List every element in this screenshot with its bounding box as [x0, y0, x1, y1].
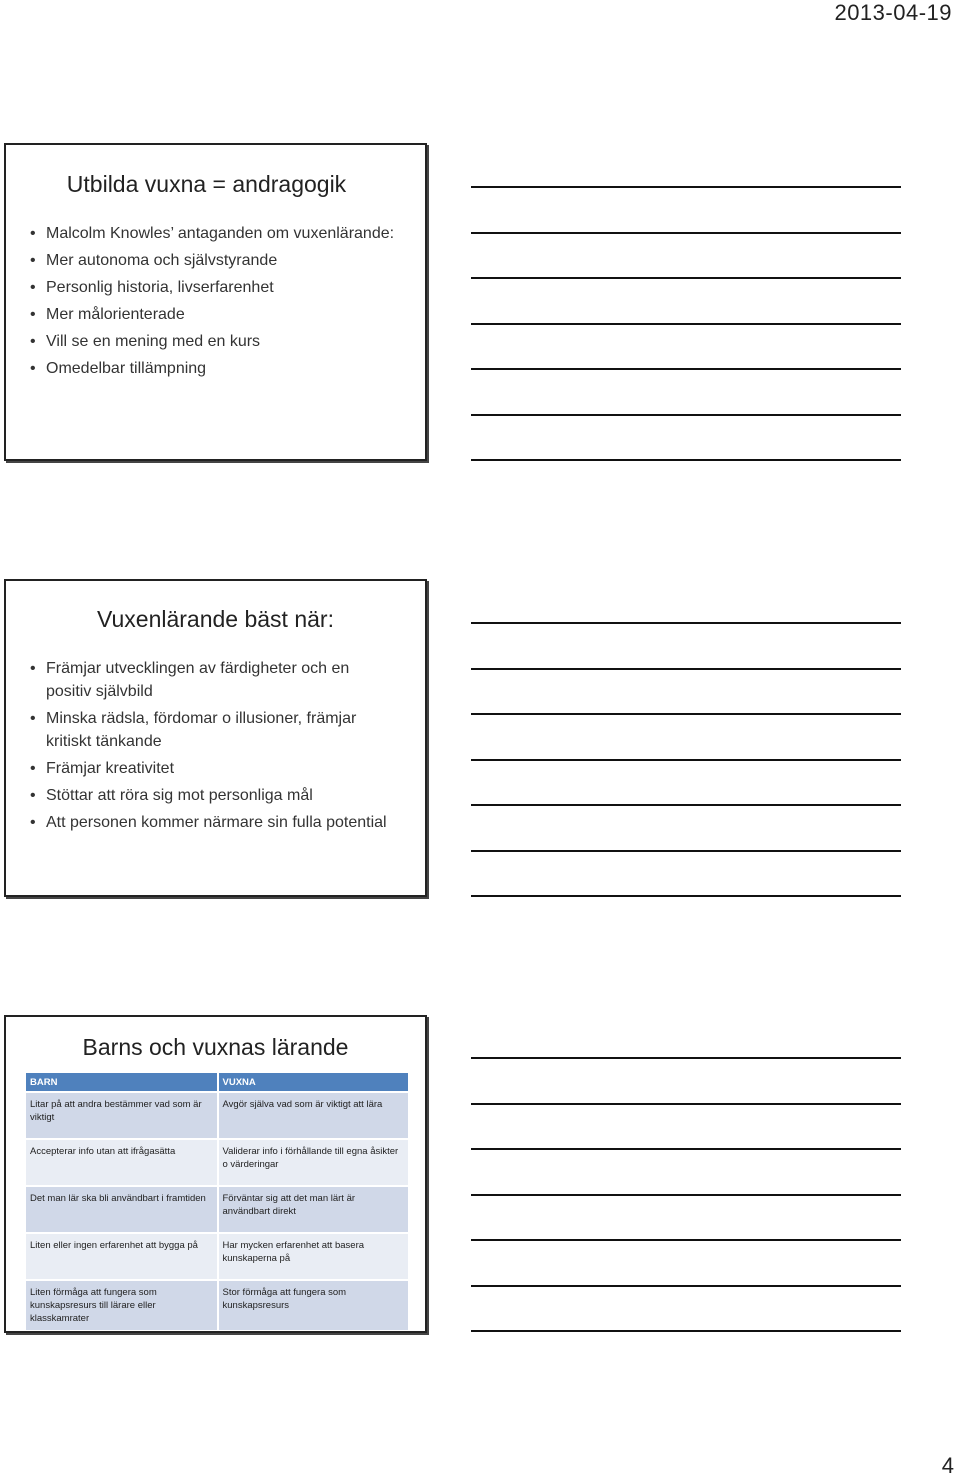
table-cell: Litar på att andra bestämmer vad som är viktigt	[26, 1092, 218, 1139]
slide-3	[4, 1015, 427, 1333]
bullet-item: • Personlig historia, livserfarenhet	[46, 276, 425, 299]
bullet-list	[6, 222, 425, 380]
bullet-item: • Stöttar att röra sig mot personliga mål	[46, 784, 425, 807]
bullet-item: • Vill se en mening med en kurs	[46, 330, 425, 353]
note-line	[471, 895, 901, 897]
comparison-table	[26, 1073, 410, 1330]
slide-title: Vuxenlärande bäst när:	[97, 606, 334, 632]
bullet-list	[6, 657, 425, 834]
notes-lines-3	[471, 1057, 901, 1376]
note-line	[471, 713, 901, 715]
table-cell: Förväntar sig att det man lärt är användbart direkt	[218, 1186, 410, 1233]
page-date: 2013-04-19	[834, 0, 952, 25]
note-line	[471, 414, 901, 416]
note-line	[471, 1103, 901, 1105]
table-cell: Avgör själva vad som är viktigt att lära	[218, 1092, 410, 1139]
table-cell: Accepterar info utan att ifrågasätta	[26, 1139, 218, 1186]
note-line	[471, 850, 901, 852]
table-row	[26, 1186, 409, 1233]
column-header-barn: BARN	[26, 1073, 218, 1092]
note-line	[471, 323, 901, 325]
bullet-item: • Minska rädsla, fördomar o illusioner, främjar kritiskt tänkande	[46, 707, 425, 753]
table-cell: Liten eller ingen erfarenhet att bygga på	[26, 1233, 218, 1280]
note-line	[471, 459, 901, 461]
bullet-item: • Att personen kommer närmare sin fulla potential	[46, 811, 425, 834]
table-header-row	[26, 1073, 409, 1092]
slide-title: Utbilda vuxna = andragogik	[66, 171, 347, 197]
note-line	[471, 759, 901, 761]
note-line	[471, 186, 901, 188]
note-line	[471, 1148, 901, 1150]
notes-lines-1	[471, 186, 901, 505]
note-line	[471, 622, 901, 624]
note-line	[471, 1330, 901, 1332]
slide-2	[4, 579, 427, 897]
slide-1	[4, 143, 427, 461]
bullet-item: • Främjar kreativitet	[46, 757, 425, 780]
note-line	[471, 1285, 901, 1287]
table-row	[26, 1139, 409, 1186]
page-number: 4	[941, 1453, 954, 1478]
note-line	[471, 668, 901, 670]
note-line	[471, 368, 901, 370]
table-cell: Stor förmåga att fungera som kunskapsresurs	[218, 1280, 410, 1330]
notes-lines-2	[471, 622, 901, 941]
table-cell: Validerar info i förhållande till egna åsikter o värderingar	[218, 1139, 410, 1186]
table-row	[26, 1280, 409, 1330]
note-line	[471, 1239, 901, 1241]
note-line	[471, 232, 901, 234]
note-line	[471, 1057, 901, 1059]
table-row	[26, 1233, 409, 1280]
bullet-item: • Mer målorienterade	[46, 303, 425, 326]
table-cell: Det man lär ska bli användbart i framtiden	[26, 1186, 218, 1233]
note-line	[471, 277, 901, 279]
note-line	[471, 804, 901, 806]
bullet-item: • Främjar utvecklingen av färdigheter och en positiv självbild	[46, 657, 425, 703]
slide-title: Barns och vuxnas lärande	[82, 1034, 349, 1060]
table-cell: Liten förmåga att fungera som kunskapsresurs till lärare eller klasskamrater	[26, 1280, 218, 1330]
bullet-item: • Mer autonoma och självstyrande	[46, 249, 425, 272]
table-row	[26, 1092, 409, 1139]
bullet-item: • Malcolm Knowles’ antaganden om vuxenlärande:	[46, 222, 425, 245]
table-cell: Har mycken erfarenhet att basera kunskaperna på	[218, 1233, 410, 1280]
note-line	[471, 1194, 901, 1196]
bullet-item: • Omedelbar tillämpning	[46, 357, 425, 380]
column-header-vuxna: VUXNA	[218, 1073, 410, 1092]
